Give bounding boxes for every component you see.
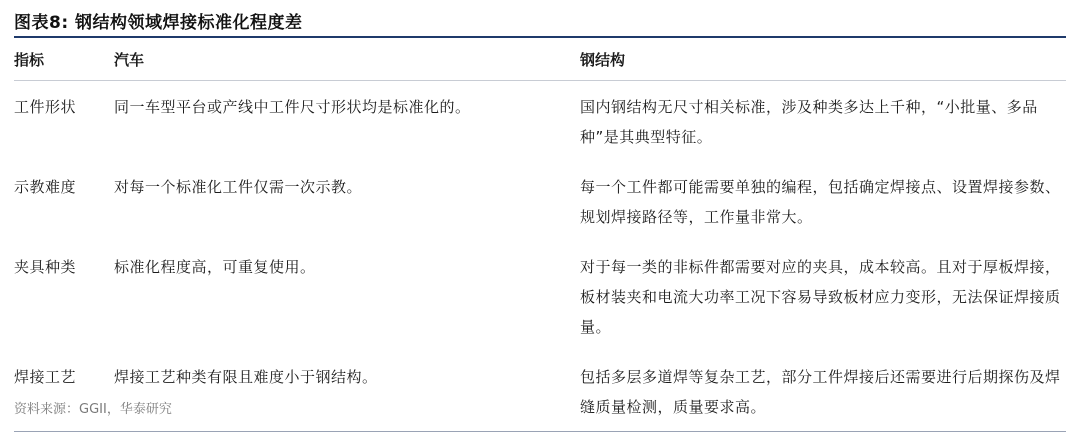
figure-title: 图表8: 钢结构领域焊接标准化程度差 [14,13,303,33]
comparison-table [14,38,1066,432]
table-row [14,241,1066,351]
table-row [14,351,1066,432]
source-note: 资料来源：GGII，华泰研究 [14,402,172,417]
header-car: 汽车 [114,38,580,81]
row-car-cell: 标准化程度高，可重复使用。 [114,258,316,276]
table-row [14,161,1066,241]
table-row [14,81,1066,162]
row-car-cell: 同一车型平台或产线中工件尺寸形状均是标准化的。 [114,98,471,116]
row-indicator-cell: 工件形状 [14,98,77,116]
row-car-cell: 对每一个标准化工件仅需一次示教。 [114,178,363,196]
row-indicator-cell: 夹具种类 [14,258,77,276]
header-indicator: 指标 [14,38,114,81]
header-steel-structure: 钢结构 [580,38,1066,81]
row-steel-cell: 国内钢结构无尺寸相关标准，涉及种类多达上千种，“小批量、多品种”是其典型特征。 [580,98,1038,146]
row-indicator-cell: 示教难度 [14,178,77,196]
table-header-row [14,38,1066,81]
row-steel-cell: 每一个工件都可能需要单独的编程，包括确定焊接点、设置焊接参数、规划焊接路径等，工作量非常大。 [580,178,1061,226]
row-car-cell: 焊接工艺种类有限且难度小于钢结构。 [114,351,580,432]
row-indicator-cell: 焊接工艺 [14,351,114,432]
row-steel-cell: 包括多层多道焊等复杂工艺，部分工件焊接后还需要进行后期探伤及焊缝质量检测，质量要求高。 [580,351,1066,432]
row-steel-cell: 对于每一类的非标件都需要对应的夹具，成本较高。且对于厚板焊接，板材装夹和电流大功率工况下容易导致板材应力变形，无法保证焊接质量。 [580,258,1061,336]
